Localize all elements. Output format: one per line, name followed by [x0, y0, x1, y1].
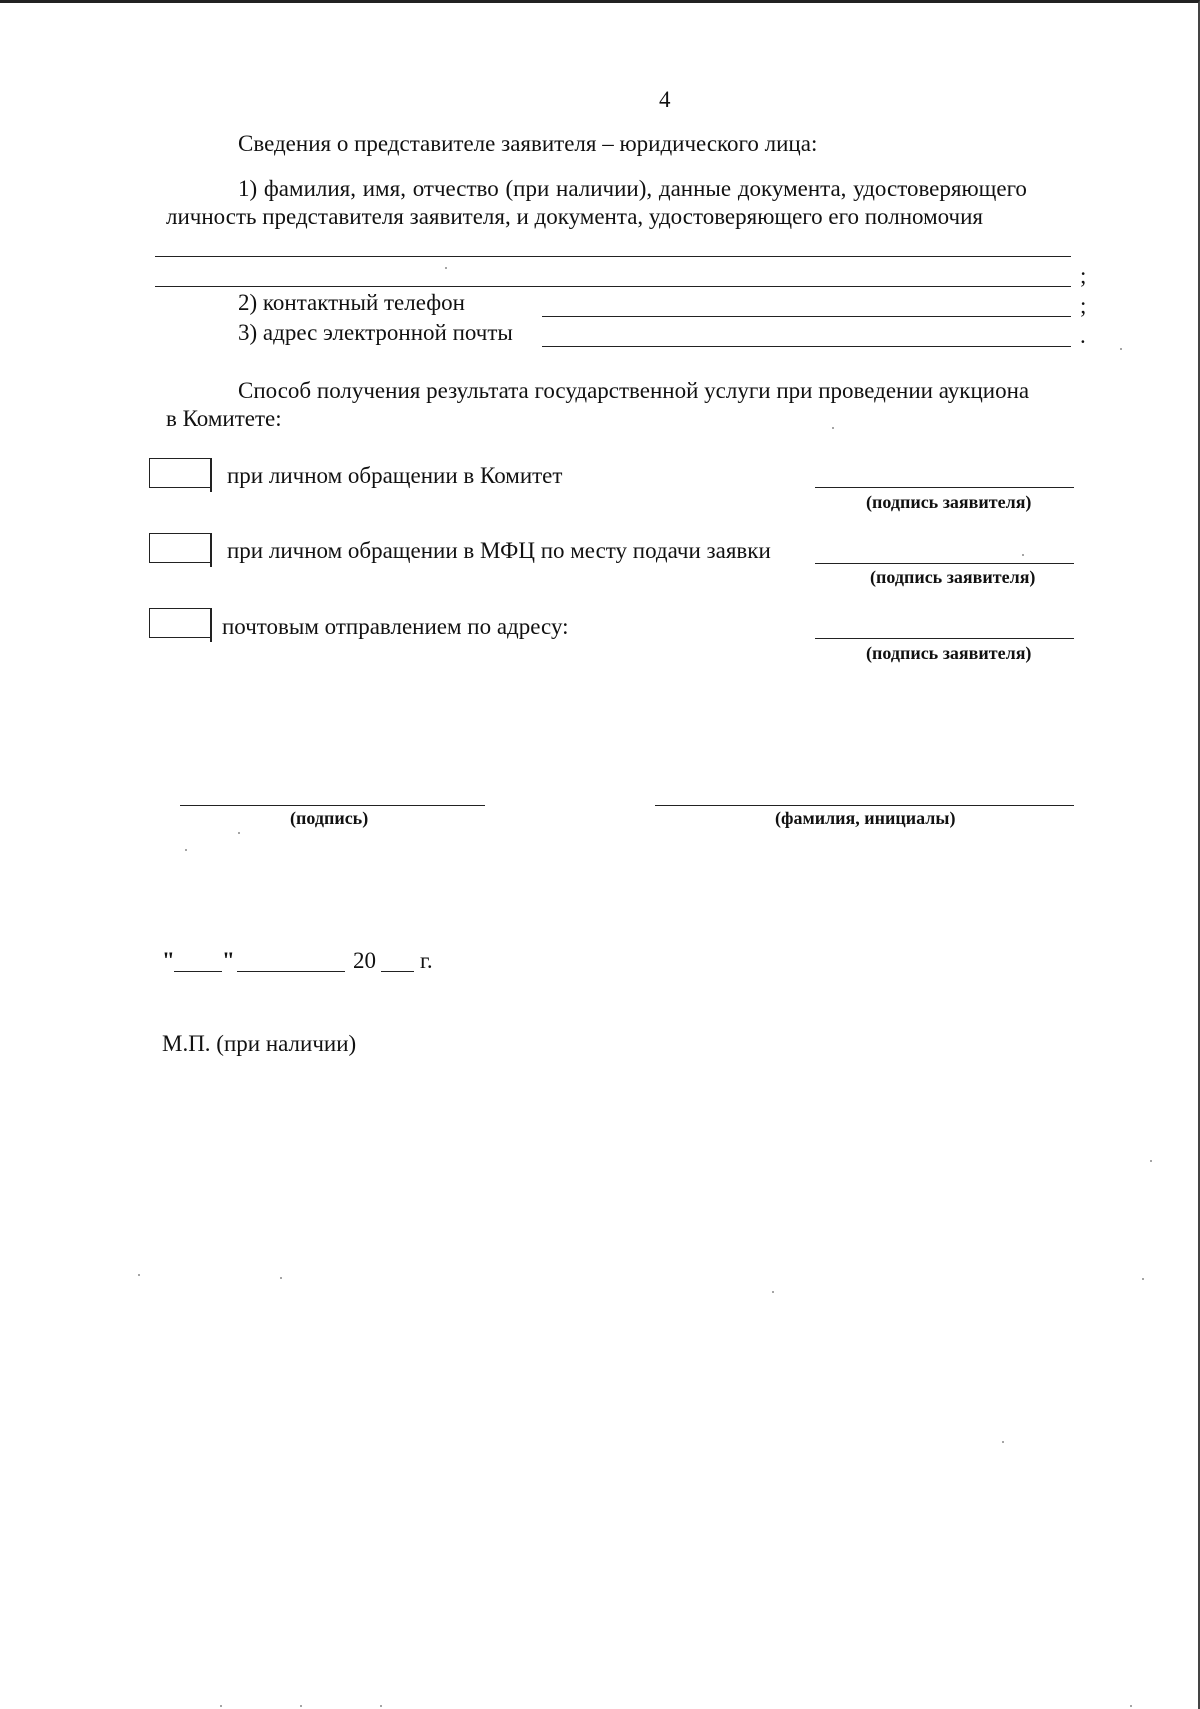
contact-phone-end-mark: ; — [1080, 293, 1087, 318]
option-committee-label: при личном обращении в Комитет — [227, 463, 563, 488]
page-number: 4 — [659, 87, 671, 112]
applicant-signature-caption: (подпись) — [290, 808, 369, 828]
option-mfc-label: при личном обращении в МФЦ по месту подачи заявки — [227, 538, 771, 563]
scan-speck — [380, 1705, 382, 1707]
option-mail-label: почтовым отправлением по адресу: — [222, 614, 569, 639]
option-mail-signature-line[interactable] — [815, 638, 1074, 639]
applicant-name-caption: (фамилия, инициалы) — [775, 808, 956, 828]
email-end-mark: . — [1080, 323, 1086, 348]
option-mfc-signature-line[interactable] — [815, 563, 1074, 564]
scan-speck — [772, 1291, 774, 1293]
item1-text-line1: 1) фамилия, имя, отчество (при наличии), данные документа, удостоверяющего — [238, 176, 1027, 201]
scan-speck — [300, 1705, 302, 1707]
scan-speck — [238, 832, 240, 834]
option-mail-signature-caption: (подпись заявителя) — [866, 643, 1032, 663]
scan-speck — [138, 1274, 140, 1276]
item1-text-line2: личность представителя заявителя, и документа, удостоверяющего его полномочия — [166, 204, 984, 229]
date-open-quote: " — [162, 948, 175, 973]
method-heading-line1: Способ получения результата государственной услуги при проведении аукциона — [238, 378, 1030, 403]
scan-speck — [220, 1705, 222, 1707]
scan-speck — [1130, 1705, 1132, 1707]
scan-speck — [1142, 1278, 1144, 1280]
option-mfc-checkbox[interactable] — [149, 533, 211, 563]
email-label: 3) адрес электронной почты — [238, 320, 513, 345]
scan-speck — [445, 267, 447, 269]
scan-speck — [185, 849, 187, 851]
option-committee-signature-caption: (подпись заявителя) — [866, 492, 1032, 512]
item1-fill-line-1[interactable] — [155, 256, 1071, 257]
date-month-field[interactable] — [237, 971, 345, 972]
scan-speck — [1120, 348, 1122, 350]
date-year-field[interactable] — [381, 971, 414, 972]
date-day-field[interactable] — [174, 971, 222, 972]
method-heading-line2: в Комитете: — [166, 406, 282, 431]
scan-speck — [1002, 1441, 1004, 1443]
option-mail-checkbox[interactable] — [149, 608, 211, 638]
item1-fill-line-2[interactable] — [155, 286, 1071, 287]
item1-end-mark: ; — [1080, 263, 1087, 288]
applicant-name-line[interactable] — [655, 805, 1074, 806]
contact-phone-label: 2) контактный телефон — [238, 290, 465, 315]
email-field[interactable] — [542, 346, 1071, 347]
scan-speck — [832, 427, 834, 429]
contact-phone-field[interactable] — [542, 316, 1071, 317]
option-committee-signature-line[interactable] — [815, 487, 1074, 488]
scan-speck — [280, 1277, 282, 1279]
applicant-signature-line[interactable] — [180, 805, 485, 806]
scan-speck — [1022, 554, 1024, 556]
option-committee-checkbox[interactable] — [149, 458, 211, 488]
section-heading: Сведения о представителе заявителя – юридического лица: — [238, 131, 818, 156]
seal-label: М.П. (при наличии) — [162, 1031, 357, 1056]
date-close-quote: " — [222, 948, 235, 973]
date-year-suffix: г. — [420, 948, 433, 973]
scan-speck — [1150, 1160, 1152, 1162]
date-year-prefix: 20 — [353, 948, 376, 973]
option-mfc-signature-caption: (подпись заявителя) — [870, 567, 1036, 587]
